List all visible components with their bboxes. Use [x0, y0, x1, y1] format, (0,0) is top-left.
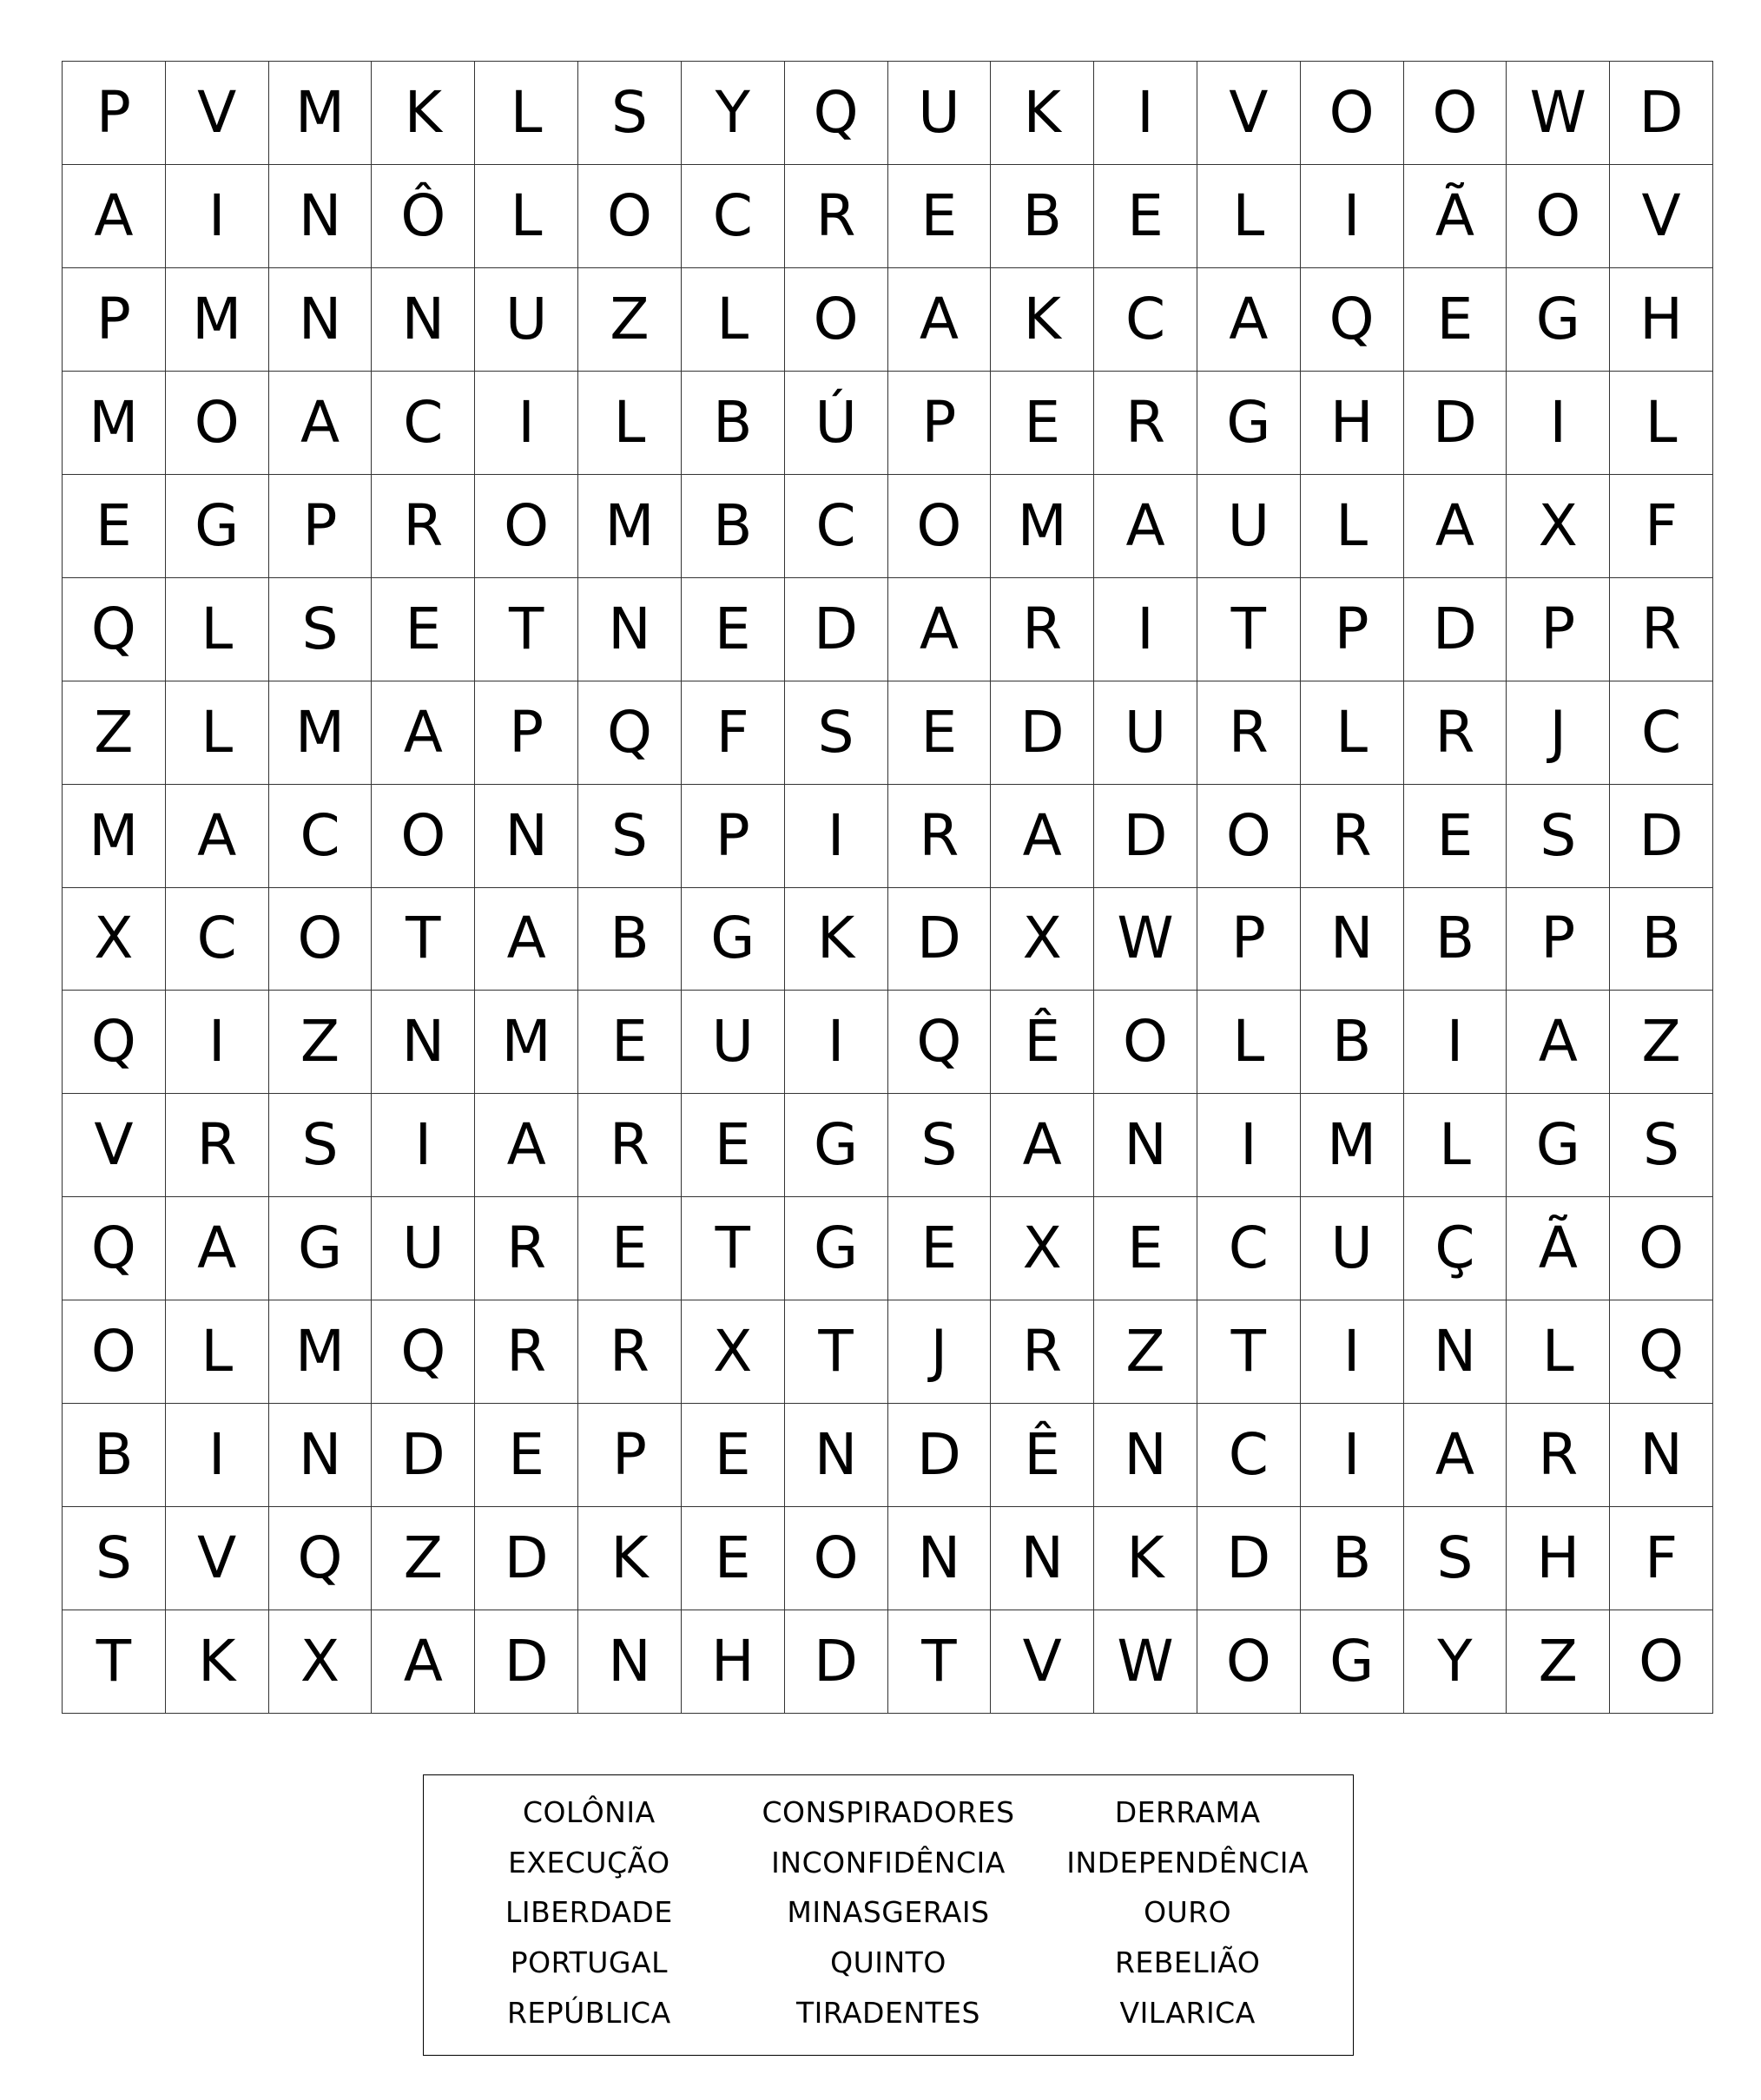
- grid-cell[interactable]: U: [888, 62, 992, 165]
- grid-cell[interactable]: U: [682, 991, 785, 1094]
- grid-cell[interactable]: A: [991, 785, 1094, 888]
- grid-cell[interactable]: N: [475, 785, 578, 888]
- grid-cell[interactable]: C: [1094, 268, 1197, 372]
- grid-cell[interactable]: E: [63, 475, 166, 578]
- grid-cell[interactable]: R: [578, 1300, 682, 1404]
- grid-cell[interactable]: N: [578, 1610, 682, 1714]
- grid-cell[interactable]: H: [1507, 1507, 1610, 1610]
- word-list-box: [423, 1774, 1354, 2056]
- grid-cell[interactable]: L: [475, 165, 578, 268]
- grid-cell[interactable]: S: [1610, 1094, 1713, 1197]
- grid-cell[interactable]: Q: [578, 681, 682, 785]
- grid-cell[interactable]: Ê: [991, 991, 1094, 1094]
- grid-cell[interactable]: A: [1507, 991, 1610, 1094]
- grid-cell[interactable]: S: [269, 1094, 373, 1197]
- grid-cell[interactable]: O: [1301, 62, 1404, 165]
- grid-cell[interactable]: I: [1404, 991, 1507, 1094]
- grid-cell[interactable]: D: [785, 1610, 888, 1714]
- grid-cell[interactable]: V: [63, 1094, 166, 1197]
- grid-cell[interactable]: Q: [63, 578, 166, 681]
- grid-cell[interactable]: P: [269, 475, 373, 578]
- grid-cell[interactable]: I: [166, 1404, 269, 1507]
- grid-cell[interactable]: J: [1507, 681, 1610, 785]
- grid-cell[interactable]: P: [1301, 578, 1404, 681]
- word-list-item: REBELIÃO: [1114, 1945, 1261, 1980]
- grid-cell[interactable]: R: [1094, 372, 1197, 475]
- grid-cell[interactable]: I: [785, 785, 888, 888]
- grid-cell[interactable]: G: [269, 1197, 373, 1300]
- grid-cell[interactable]: E: [1094, 1197, 1197, 1300]
- grid-cell[interactable]: T: [1197, 1300, 1301, 1404]
- grid-cell[interactable]: N: [269, 268, 373, 372]
- grid-cell[interactable]: W: [1094, 888, 1197, 991]
- grid-cell[interactable]: X: [991, 1197, 1094, 1300]
- grid-cell[interactable]: L: [682, 268, 785, 372]
- grid-cell[interactable]: O: [475, 475, 578, 578]
- grid-cell[interactable]: L: [166, 681, 269, 785]
- word-list-item: REPÚBLICA: [506, 1995, 671, 2030]
- grid-cell[interactable]: E: [578, 991, 682, 1094]
- grid-cell[interactable]: A: [372, 681, 475, 785]
- grid-cell[interactable]: I: [1094, 62, 1197, 165]
- grid-cell[interactable]: G: [1197, 372, 1301, 475]
- grid-cell[interactable]: B: [63, 1404, 166, 1507]
- grid-cell[interactable]: B: [1301, 1507, 1404, 1610]
- grid-cell[interactable]: V: [1610, 165, 1713, 268]
- grid-cell[interactable]: L: [1301, 681, 1404, 785]
- grid-cell[interactable]: P: [63, 62, 166, 165]
- grid-cell[interactable]: T: [785, 1300, 888, 1404]
- grid-cell[interactable]: D: [475, 1507, 578, 1610]
- grid-cell[interactable]: B: [578, 888, 682, 991]
- grid-cell[interactable]: I: [1301, 165, 1404, 268]
- grid-cell[interactable]: E: [888, 165, 992, 268]
- grid-cell[interactable]: Z: [63, 681, 166, 785]
- grid-cell[interactable]: M: [1301, 1094, 1404, 1197]
- grid-cell[interactable]: F: [1610, 475, 1713, 578]
- grid-cell[interactable]: N: [1094, 1404, 1197, 1507]
- grid-cell[interactable]: T: [372, 888, 475, 991]
- grid-cell[interactable]: U: [1197, 475, 1301, 578]
- word-list-item: INCONFIDÊNCIA: [771, 1845, 1006, 1879]
- grid-cell[interactable]: M: [578, 475, 682, 578]
- word-list-item: OURO: [1144, 1895, 1232, 1930]
- grid-cell[interactable]: R: [1197, 681, 1301, 785]
- grid-cell[interactable]: O: [1610, 1197, 1713, 1300]
- grid-cell[interactable]: C: [1610, 681, 1713, 785]
- grid-cell[interactable]: N: [1094, 1094, 1197, 1197]
- grid-cell[interactable]: A: [1404, 475, 1507, 578]
- grid-cell[interactable]: Ê: [991, 1404, 1094, 1507]
- grid-cell[interactable]: C: [269, 785, 373, 888]
- grid-cell[interactable]: S: [888, 1094, 992, 1197]
- grid-cell[interactable]: D: [1197, 1507, 1301, 1610]
- grid-cell[interactable]: H: [1301, 372, 1404, 475]
- grid-cell[interactable]: O: [1610, 1610, 1713, 1714]
- grid-cell[interactable]: O: [1197, 785, 1301, 888]
- grid-cell[interactable]: O: [1507, 165, 1610, 268]
- grid-cell[interactable]: L: [1610, 372, 1713, 475]
- grid-cell[interactable]: I: [1301, 1300, 1404, 1404]
- grid-cell[interactable]: K: [166, 1610, 269, 1714]
- grid-cell[interactable]: R: [991, 1300, 1094, 1404]
- grid-cell[interactable]: G: [1301, 1610, 1404, 1714]
- grid-cell[interactable]: A: [269, 372, 373, 475]
- grid-cell[interactable]: B: [1404, 888, 1507, 991]
- grid-cell[interactable]: K: [372, 62, 475, 165]
- grid-cell[interactable]: D: [785, 578, 888, 681]
- grid-cell[interactable]: O: [269, 888, 373, 991]
- grid-cell[interactable]: Z: [1507, 1610, 1610, 1714]
- grid-cell[interactable]: E: [888, 1197, 992, 1300]
- grid-cell[interactable]: T: [888, 1610, 992, 1714]
- grid-cell[interactable]: L: [578, 372, 682, 475]
- grid-cell[interactable]: M: [166, 268, 269, 372]
- grid-cell[interactable]: Q: [63, 991, 166, 1094]
- grid-cell[interactable]: I: [1507, 372, 1610, 475]
- grid-cell[interactable]: E: [682, 1507, 785, 1610]
- grid-cell[interactable]: E: [1404, 268, 1507, 372]
- grid-cell[interactable]: T: [475, 578, 578, 681]
- grid-cell[interactable]: A: [166, 1197, 269, 1300]
- grid-cell[interactable]: O: [578, 165, 682, 268]
- grid-cell[interactable]: D: [1094, 785, 1197, 888]
- grid-cell[interactable]: B: [991, 165, 1094, 268]
- grid-cell[interactable]: U: [372, 1197, 475, 1300]
- grid-cell[interactable]: A: [888, 578, 992, 681]
- grid-cell[interactable]: H: [1610, 268, 1713, 372]
- word-list-item: DERRAMA: [1114, 1795, 1261, 1830]
- grid-cell[interactable]: O: [63, 1300, 166, 1404]
- grid-cell[interactable]: Q: [888, 991, 992, 1094]
- grid-cell[interactable]: P: [1507, 578, 1610, 681]
- grid-cell[interactable]: F: [1610, 1507, 1713, 1610]
- grid-cell[interactable]: O: [372, 785, 475, 888]
- grid-cell[interactable]: P: [475, 681, 578, 785]
- grid-cell[interactable]: E: [475, 1404, 578, 1507]
- grid-cell[interactable]: U: [475, 268, 578, 372]
- grid-cell[interactable]: Ã: [1404, 165, 1507, 268]
- grid-cell[interactable]: W: [1507, 62, 1610, 165]
- grid-cell[interactable]: G: [1507, 1094, 1610, 1197]
- grid-cell[interactable]: P: [578, 1404, 682, 1507]
- grid-cell[interactable]: S: [63, 1507, 166, 1610]
- grid-cell[interactable]: R: [1404, 681, 1507, 785]
- grid-cell[interactable]: L: [1404, 1094, 1507, 1197]
- grid-cell[interactable]: T: [1197, 578, 1301, 681]
- word-list-item: COLÔNIA: [522, 1795, 656, 1830]
- grid-cell[interactable]: Ã: [1507, 1197, 1610, 1300]
- grid-cell[interactable]: C: [785, 475, 888, 578]
- grid-cell[interactable]: K: [1094, 1507, 1197, 1610]
- word-list-item: VILARICA: [1119, 1995, 1256, 2030]
- grid-cell[interactable]: M: [475, 991, 578, 1094]
- grid-cell[interactable]: L: [1197, 991, 1301, 1094]
- grid-cell[interactable]: R: [991, 578, 1094, 681]
- grid-cell[interactable]: I: [1094, 578, 1197, 681]
- grid-cell[interactable]: P: [888, 372, 992, 475]
- grid-cell[interactable]: O: [785, 268, 888, 372]
- grid-cell[interactable]: L: [1197, 165, 1301, 268]
- word-list-item: EXECUÇÃO: [508, 1845, 670, 1879]
- grid-cell[interactable]: N: [1610, 1404, 1713, 1507]
- grid-cell[interactable]: N: [269, 165, 373, 268]
- grid-cell[interactable]: Q: [63, 1197, 166, 1300]
- grid-cell[interactable]: Ú: [785, 372, 888, 475]
- grid-cell[interactable]: L: [475, 62, 578, 165]
- grid-cell[interactable]: P: [1507, 888, 1610, 991]
- grid-cell[interactable]: R: [475, 1300, 578, 1404]
- grid-cell[interactable]: V: [166, 62, 269, 165]
- grid-cell[interactable]: E: [682, 1094, 785, 1197]
- grid-cell[interactable]: S: [1404, 1507, 1507, 1610]
- grid-cell[interactable]: N: [578, 578, 682, 681]
- grid-cell[interactable]: M: [63, 785, 166, 888]
- grid-cell[interactable]: D: [888, 888, 992, 991]
- grid-cell[interactable]: C: [1197, 1404, 1301, 1507]
- word-list-item: CONSPIRADORES: [762, 1795, 1015, 1830]
- grid-cell[interactable]: S: [578, 62, 682, 165]
- grid-cell[interactable]: R: [1301, 785, 1404, 888]
- grid-cell[interactable]: S: [785, 681, 888, 785]
- grid-cell[interactable]: C: [1197, 1197, 1301, 1300]
- grid-cell[interactable]: E: [682, 1404, 785, 1507]
- grid-cell[interactable]: B: [682, 372, 785, 475]
- grid-cell[interactable]: O: [1197, 1610, 1301, 1714]
- grid-cell[interactable]: E: [888, 681, 992, 785]
- grid-cell[interactable]: A: [475, 1094, 578, 1197]
- grid-cell[interactable]: I: [785, 991, 888, 1094]
- grid-cell[interactable]: D: [475, 1610, 578, 1714]
- grid-cell[interactable]: P: [1197, 888, 1301, 991]
- grid-cell[interactable]: R: [372, 475, 475, 578]
- grid-cell[interactable]: O: [1404, 62, 1507, 165]
- grid-cell[interactable]: Ç: [1404, 1197, 1507, 1300]
- grid-cell[interactable]: L: [166, 578, 269, 681]
- grid-cell[interactable]: L: [166, 1300, 269, 1404]
- grid-cell[interactable]: A: [1404, 1404, 1507, 1507]
- grid-cell[interactable]: Y: [682, 62, 785, 165]
- word-list-item: LIBERDADE: [505, 1895, 673, 1930]
- grid-cell[interactable]: I: [372, 1094, 475, 1197]
- grid-cell[interactable]: F: [682, 681, 785, 785]
- grid-cell[interactable]: Q: [372, 1300, 475, 1404]
- grid-cell[interactable]: M: [269, 1300, 373, 1404]
- grid-cell[interactable]: A: [372, 1610, 475, 1714]
- grid-cell[interactable]: N: [888, 1507, 992, 1610]
- grid-cell[interactable]: Z: [372, 1507, 475, 1610]
- grid-cell[interactable]: Z: [1610, 991, 1713, 1094]
- grid-cell[interactable]: Z: [269, 991, 373, 1094]
- grid-cell[interactable]: B: [1610, 888, 1713, 991]
- grid-cell[interactable]: D: [991, 681, 1094, 785]
- grid-cell[interactable]: X: [991, 888, 1094, 991]
- grid-cell[interactable]: O: [1094, 991, 1197, 1094]
- grid-cell[interactable]: E: [372, 578, 475, 681]
- grid-cell[interactable]: N: [785, 1404, 888, 1507]
- grid-cell[interactable]: E: [682, 578, 785, 681]
- grid-cell[interactable]: S: [1507, 785, 1610, 888]
- grid-cell[interactable]: A: [475, 888, 578, 991]
- grid-cell[interactable]: I: [1197, 1094, 1301, 1197]
- grid-cell[interactable]: N: [269, 1404, 373, 1507]
- grid-cell[interactable]: G: [166, 475, 269, 578]
- grid-cell[interactable]: M: [269, 681, 373, 785]
- grid-cell[interactable]: D: [1404, 578, 1507, 681]
- grid-cell[interactable]: Z: [1094, 1300, 1197, 1404]
- word-list-item: MINASGERAIS: [787, 1895, 990, 1930]
- grid-cell[interactable]: C: [682, 165, 785, 268]
- grid-cell[interactable]: Q: [785, 62, 888, 165]
- grid-cell[interactable]: I: [166, 991, 269, 1094]
- grid-cell[interactable]: A: [1094, 475, 1197, 578]
- grid-cell[interactable]: P: [682, 785, 785, 888]
- grid-cell[interactable]: A: [888, 268, 992, 372]
- grid-cell[interactable]: A: [1197, 268, 1301, 372]
- grid-cell[interactable]: N: [1301, 888, 1404, 991]
- grid-cell[interactable]: C: [166, 888, 269, 991]
- grid-cell[interactable]: R: [1610, 578, 1713, 681]
- grid-cell[interactable]: K: [991, 62, 1094, 165]
- grid-cell[interactable]: I: [475, 372, 578, 475]
- grid-cell[interactable]: Z: [578, 268, 682, 372]
- grid-cell[interactable]: D: [888, 1404, 992, 1507]
- grid-cell[interactable]: S: [578, 785, 682, 888]
- grid-cell[interactable]: Q: [1301, 268, 1404, 372]
- grid-cell[interactable]: N: [991, 1507, 1094, 1610]
- grid-cell[interactable]: A: [63, 165, 166, 268]
- grid-cell[interactable]: N: [1404, 1300, 1507, 1404]
- grid-cell[interactable]: E: [991, 372, 1094, 475]
- word-list-item: QUINTO: [830, 1945, 946, 1980]
- grid-cell[interactable]: D: [1610, 785, 1713, 888]
- grid-cell[interactable]: H: [682, 1610, 785, 1714]
- grid-cell[interactable]: N: [372, 991, 475, 1094]
- word-list-item: INDEPENDÊNCIA: [1066, 1845, 1309, 1879]
- grid-cell[interactable]: K: [785, 888, 888, 991]
- grid-cell[interactable]: M: [269, 62, 373, 165]
- grid-cell[interactable]: L: [1507, 1300, 1610, 1404]
- grid-cell[interactable]: T: [682, 1197, 785, 1300]
- grid-cell[interactable]: A: [991, 1094, 1094, 1197]
- grid-cell[interactable]: V: [1197, 62, 1301, 165]
- grid-cell[interactable]: X: [682, 1300, 785, 1404]
- grid-cell[interactable]: R: [1507, 1404, 1610, 1507]
- grid-cell[interactable]: R: [785, 165, 888, 268]
- grid-cell[interactable]: L: [1301, 475, 1404, 578]
- grid-cell[interactable]: G: [682, 888, 785, 991]
- grid-cell[interactable]: O: [785, 1507, 888, 1610]
- grid-cell[interactable]: M: [991, 475, 1094, 578]
- grid-cell[interactable]: X: [1507, 475, 1610, 578]
- grid-cell[interactable]: J: [888, 1300, 992, 1404]
- word-list-item: TIRADENTES: [796, 1995, 980, 2030]
- grid-cell[interactable]: N: [372, 268, 475, 372]
- grid-cell[interactable]: R: [166, 1094, 269, 1197]
- grid-cell[interactable]: W: [1094, 1610, 1197, 1714]
- grid-cell[interactable]: Ô: [372, 165, 475, 268]
- grid-cell[interactable]: G: [785, 1094, 888, 1197]
- grid-cell[interactable]: S: [269, 578, 373, 681]
- grid-cell[interactable]: I: [1301, 1404, 1404, 1507]
- grid-cell[interactable]: Y: [1404, 1610, 1507, 1714]
- grid-cell[interactable]: E: [1094, 165, 1197, 268]
- grid-cell[interactable]: E: [578, 1197, 682, 1300]
- grid-cell[interactable]: G: [1507, 268, 1610, 372]
- grid-cell[interactable]: O: [166, 372, 269, 475]
- grid-cell[interactable]: A: [166, 785, 269, 888]
- grid-cell[interactable]: D: [1610, 62, 1713, 165]
- grid-cell[interactable]: M: [63, 372, 166, 475]
- grid-cell[interactable]: B: [1301, 991, 1404, 1094]
- grid-cell[interactable]: R: [475, 1197, 578, 1300]
- grid-cell[interactable]: U: [1301, 1197, 1404, 1300]
- letter-grid: [62, 61, 1713, 1714]
- grid-cell[interactable]: V: [991, 1610, 1094, 1714]
- grid-cell[interactable]: U: [1094, 681, 1197, 785]
- grid-cell[interactable]: E: [1404, 785, 1507, 888]
- grid-cell[interactable]: Q: [269, 1507, 373, 1610]
- grid-cell[interactable]: P: [63, 268, 166, 372]
- grid-cell[interactable]: C: [372, 372, 475, 475]
- grid-cell[interactable]: X: [269, 1610, 373, 1714]
- grid-cell[interactable]: R: [888, 785, 992, 888]
- grid-cell[interactable]: V: [166, 1507, 269, 1610]
- grid-cell[interactable]: I: [166, 165, 269, 268]
- grid-cell[interactable]: Q: [1610, 1300, 1713, 1404]
- grid-cell[interactable]: D: [372, 1404, 475, 1507]
- grid-cell[interactable]: R: [578, 1094, 682, 1197]
- grid-cell[interactable]: B: [682, 475, 785, 578]
- grid-cell[interactable]: G: [785, 1197, 888, 1300]
- grid-cell[interactable]: X: [63, 888, 166, 991]
- word-list-item: PORTUGAL: [510, 1945, 668, 1980]
- grid-cell[interactable]: K: [991, 268, 1094, 372]
- grid-cell[interactable]: O: [888, 475, 992, 578]
- grid-cell[interactable]: D: [1404, 372, 1507, 475]
- grid-cell[interactable]: K: [578, 1507, 682, 1610]
- grid-cell[interactable]: T: [63, 1610, 166, 1714]
